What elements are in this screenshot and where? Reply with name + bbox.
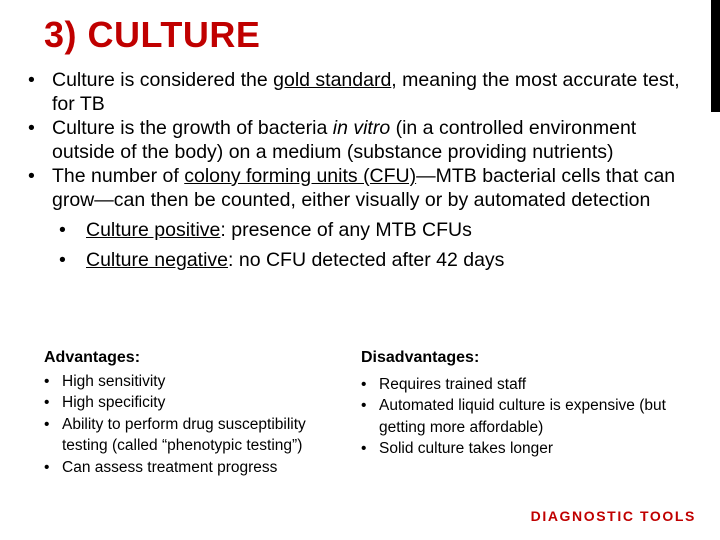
bullet-cfu [28,164,688,212]
footer-section-label: DIAGNOSTIC TOOLS [530,508,696,524]
underlined-term: Culture negative [86,249,229,271]
disadvantages-heading: Disadvantages: [361,349,480,366]
bullet-text: Culture is the growth of bacteria [52,117,333,139]
bullet-text: , meaning the most accurate test, for TB [52,69,680,115]
underlined-term: colony forming units (CFU) [184,165,417,187]
slide-title: 3) CULTURE [44,14,261,55]
italic-term: in vitro [332,117,391,139]
bullet-text: —MTB bacterial cells that can grow—can then be counted, either visually or by automated detection [52,165,676,211]
underlined-term: Culture positive [86,219,221,241]
advantage-item: • Ability to perform drug susceptibility testing (called “phenotypic testing”) [44,414,344,457]
disadvantage-item: • Automated liquid culture is expensive (but getting more affordable) [361,395,701,438]
advantage-item: • High specificity [44,392,344,414]
bullet-in-vitro [28,116,688,164]
main-bullet-list [28,68,688,272]
bullet-gold-standard [28,68,688,116]
bullet-text: : presence of any MTB CFUs [220,219,472,241]
underlined-term: gold standard [273,69,392,91]
right-edge-accent-bar [711,0,720,112]
bullet-text: (in a controlled environment outside of the body) on a medium (substance providing nutrients) [52,117,637,163]
bullet-text: : no CFU detected after 42 days [228,249,505,271]
sub-bullet-culture-negative [28,248,688,272]
disadvantage-item: • Solid culture takes longer [361,438,701,460]
advantages-heading: Advantages: [44,349,141,366]
bullet-text: The number of [52,165,185,187]
bullet-text: Culture is considered the [52,69,274,91]
advantage-item: • High sensitivity [44,371,344,393]
sub-bullet-culture-positive [28,218,688,242]
disadvantage-item: • Requires trained staff [361,374,701,396]
advantage-item: • Can assess treatment progress [44,457,344,479]
disadvantages-column [361,347,701,460]
advantages-column [44,347,344,478]
